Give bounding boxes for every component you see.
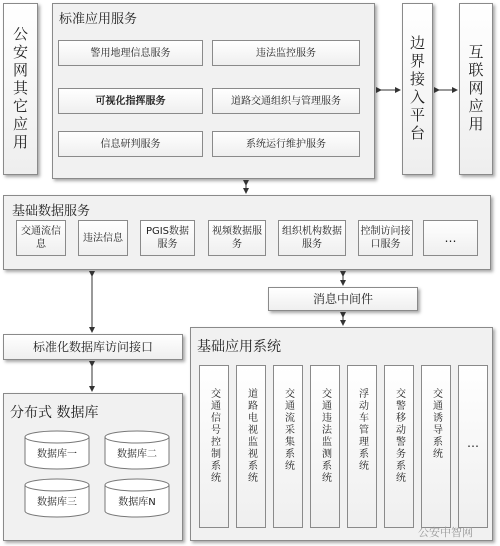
app-more	[458, 365, 488, 528]
app-flow-collection-label: 交通流采集系统	[282, 388, 294, 472]
db-access-interface: 标准化数据库访问接口	[3, 334, 183, 360]
data-violation: 违法信息	[78, 220, 128, 256]
app-more-label: …	[466, 436, 480, 452]
data-access-control: 控制访问接口服务	[358, 220, 413, 256]
database-1-label: 数据库一	[37, 449, 77, 460]
database-3-label: 数据库三	[37, 497, 77, 508]
other-police-apps-box	[3, 3, 38, 175]
data-organization: 组织机构数据服务	[278, 220, 346, 256]
app-floating-car	[347, 365, 377, 528]
border-access-platform	[402, 3, 433, 175]
distributed-db-title: 分布式 数据库	[10, 405, 99, 421]
database-n	[104, 478, 170, 518]
service-violation-monitor: 违法监控服务	[212, 40, 360, 66]
data-traffic-flow: 交通流信息	[16, 220, 66, 256]
basic-apps-title: 基础应用系统	[197, 339, 281, 355]
app-traffic-guidance-label: 交通诱导系统	[430, 388, 442, 460]
other-police-apps-label: 公安网其它应用	[11, 26, 29, 152]
app-mobile-police	[384, 365, 414, 528]
app-traffic-guidance	[421, 365, 451, 528]
standard-services-title: 标准应用服务	[59, 12, 138, 27]
internet-app-label: 互联网应用	[466, 44, 485, 134]
app-signal-control-label: 交通信号控制系统	[208, 388, 220, 484]
internet-app-box	[459, 3, 493, 175]
app-signal-control	[199, 365, 229, 528]
app-flow-collection	[273, 365, 303, 528]
app-violation-detection-label: 交通违法监测系统	[319, 388, 331, 484]
database-1	[24, 430, 90, 470]
data-video: 视频数据服务	[208, 220, 266, 256]
service-info-analysis: 信息研判服务	[58, 131, 203, 157]
app-road-cctv	[236, 365, 266, 528]
data-pgis: PGIS数据服务	[140, 220, 195, 256]
app-violation-detection	[310, 365, 340, 528]
database-2	[104, 430, 170, 470]
service-system-maintenance: 系统运行维护服务	[212, 131, 360, 157]
app-floating-car-label: 浮动车管理系统	[356, 388, 368, 472]
app-mobile-police-label: 交警移动警务系统	[393, 388, 405, 484]
database-3	[24, 478, 90, 518]
service-visual-command: 可视化指挥服务	[58, 88, 203, 114]
database-n-label: 数据库N	[118, 497, 156, 508]
basic-data-title: 基础数据服务	[12, 204, 91, 219]
border-access-platform-label: 边界接入平台	[408, 35, 426, 143]
app-road-cctv-label: 道路电视监视系统	[245, 388, 257, 484]
service-traffic-org: 道路交通组织与管理服务	[212, 88, 360, 114]
message-middleware: 消息中间件	[268, 287, 418, 311]
service-gis: 警用地理信息服务	[58, 40, 203, 66]
database-2-label: 数据库二	[117, 449, 157, 460]
watermark: 公安中智网	[418, 526, 473, 539]
data-more: …	[423, 220, 478, 256]
